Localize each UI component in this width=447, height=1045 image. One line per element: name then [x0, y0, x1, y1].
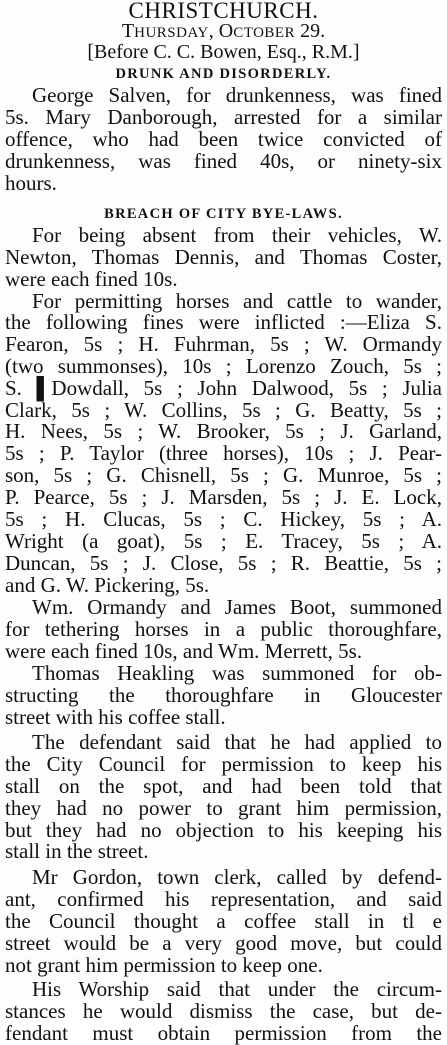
paragraph-line: For being absent from their vehicles, W. [32, 223, 442, 247]
paragraph-line: they had no power to grant him permission, [5, 796, 442, 820]
paragraph-line: Fearon, 5s ; H. Fuhrman, 5s ; W. Ormandy [5, 332, 442, 356]
date-line: THURSDAY, OCTOBER 29. [121, 20, 326, 42]
section-title: DRUNK AND DISORDERLY. [115, 66, 332, 82]
paragraph-line: Newton, Thomas Dennis, and Thomas Coster, [5, 245, 442, 269]
paragraph-line: For permitting horses and cattle to wander, [32, 289, 442, 313]
paragraph-line: 5s ; H. Clucas, 5s ; C. Hickey, 5s ; A. [5, 507, 442, 531]
paragraph-line: ant, confirmed his representation, and said [5, 887, 442, 911]
paragraph-line: S. ▌Dowdall, 5s ; John Dalwood, 5s ; Julia [5, 376, 442, 400]
paragraph-line: Wright (a goat), 5s ; E. Tracey, 5s ; A. [5, 529, 442, 553]
paragraph-line: street would be a very good move, but could [5, 931, 442, 955]
paragraph-line: structing the thoroughfare in Gloucester [5, 683, 442, 707]
paragraph-line: the City Council for permission to keep his [5, 752, 442, 776]
paragraph-line: hours. [5, 171, 57, 195]
paragraph-line: Duncan, 5s ; J. Close, 5s ; R. Beattie, 5s ; [5, 551, 442, 575]
paragraph-line: but they had no objection to his keeping his [5, 818, 442, 842]
paragraph-line: Mr Gordon, town clerk, called by defend- [32, 865, 442, 889]
paragraph-line: street with his coffee stall. [5, 705, 226, 729]
paragraph-line: were each fined 10s, and Wm. Merrett, 5s. [5, 639, 363, 663]
paragraph-line: Thomas Heakling was summoned for ob- [32, 661, 442, 685]
paragraph-line: 5s. Mary Danborough, arrested for a similar [5, 105, 442, 129]
paragraph-line: for tethering horses in a public thoroughfare, [5, 617, 442, 641]
date-day-rest: HURSDAY [134, 25, 209, 41]
paragraph-line: not grant him permission to keep one. [5, 953, 323, 977]
date-number: 29. [300, 20, 326, 42]
paragraph-line: His Worship said that under the circum- [32, 977, 442, 1001]
paragraph-line: offence, who had been twice convicted of [5, 127, 442, 151]
paragraph-line: drunkenness, was fined 40s, or ninety-six [5, 149, 442, 173]
section-title: BREACH OF CITY BYE-LAWS. [104, 206, 343, 222]
paragraph-line: and G. W. Pickering, 5s. [5, 573, 210, 597]
paragraph-line: stall on the spot, and had been told that [5, 774, 442, 798]
date-month-rest: CTOBER [233, 25, 296, 41]
paragraph-line: stances he would dismiss the case, but de- [5, 999, 442, 1023]
paragraph-line: George Salven, for drunkenness, was fined [32, 83, 442, 107]
date-day-initial: T [121, 20, 135, 42]
paragraph-line: P. Pearce, 5s ; J. Marsden, 5s ; J. E. Lock, [5, 485, 442, 509]
paragraph-line: (two summonses), 10s ; Lorenzo Zouch, 5s ; [5, 354, 442, 378]
paragraph-line: son, 5s ; G. Chisnell, 5s ; G. Munroe, 5s ; [5, 463, 442, 487]
court-line: [Before C. C. Bowen, Esq., R.M.] [87, 41, 360, 63]
paragraph-line: The defendant said that he had applied to [32, 730, 442, 754]
paragraph-line: 5s ; P. Taylor (three horses), 10s ; J. Pear- [5, 441, 442, 465]
paragraph-line: were each fined 10s. [5, 267, 178, 291]
paragraph-line: the Council thought a coffee stall in tl e [5, 909, 442, 933]
paragraph-line: stall in the street. [5, 839, 149, 863]
place-heading: CHRISTCHURCH. [128, 0, 319, 23]
paragraph-line: the following fines were inflicted :—Eliza S. [5, 310, 442, 334]
paragraph-line: Clark, 5s ; W. Collins, 5s ; G. Beatty, 5s ; [5, 398, 442, 422]
paragraph-line: Wm. Ormandy and James Boot, summoned [32, 595, 442, 619]
paragraph-line: fendant must obtain permission from the [5, 1021, 442, 1045]
date-month-initial: O [218, 20, 234, 42]
paragraph-line: H. Nees, 5s ; W. Brooker, 5s ; J. Garland, [5, 419, 442, 443]
